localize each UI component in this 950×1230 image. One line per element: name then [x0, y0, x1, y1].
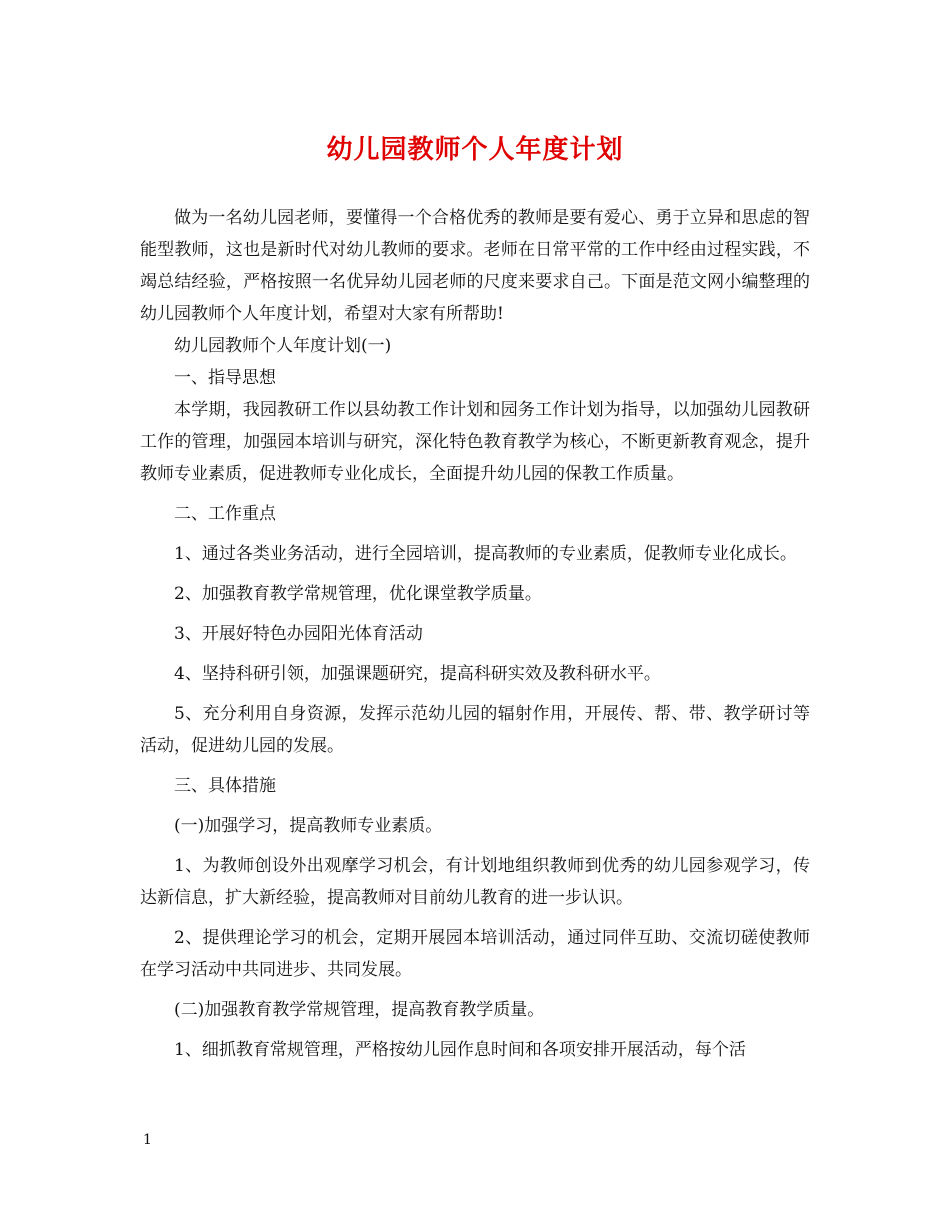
list-item-routine-1: 1、细抓教育常规管理，严格按幼儿园作息时间和各项安排开展活动，每个活 [174, 1040, 746, 1060]
paragraph-intro: 做为一名幼儿园老师，要懂得一个合格优秀的教师是要有爱心、勇于立异和思虑的智能型教师，这也是新时代对幼儿教师的要求。老师在日常平常的工作中经由过程实践，不竭总结经验，严格按照一名优异幼儿园老师的尺度来要求自己。下面是范文网小编整理的幼儿园教师个人年度计划，希望对大家有所帮助! [140, 208, 810, 324]
document-body [140, 202, 810, 1066]
document-title: 幼儿园教师个人年度计划 [326, 135, 624, 165]
list-item-focus-4: 4、坚持科研引领，加强课题研究，提高科研实效及教科研水平。 [174, 664, 661, 684]
paragraph-plan-heading: 幼儿园教师个人年度计划(一) [174, 336, 392, 356]
page-number: 1 [143, 1132, 152, 1148]
list-item-measure-1: 1、为教师创设外出观摩学习机会，有计划地组织教师到优秀的幼儿园参观学习，传达新信息，扩大新经验，提高教师对目前幼儿教育的进一步认识。 [140, 856, 810, 908]
list-item-focus-1: 1、通过各类业务活动，进行全园培训，提高教师的专业素质，促教师专业化成长。 [174, 544, 797, 564]
list-item-focus-2: 2、加强教育教学常规管理，优化课堂教学质量。 [174, 584, 542, 604]
subsection-heading-learning: (一)加强学习，提高教师专业素质。 [174, 816, 443, 836]
list-item-focus-5: 5、充分利用自身资源，发挥示范幼儿园的辐射作用，开展传、帮、带、教学研讨等活动，促进幼儿园的发展。 [140, 704, 810, 756]
section-heading-guiding-ideology: 一、指导思想 [174, 368, 276, 388]
section-heading-measures: 三、具体措施 [174, 776, 276, 796]
subsection-heading-routine-management: (二)加强教育教学常规管理，提高教育教学质量。 [174, 1000, 545, 1020]
paragraph-guiding-ideology: 本学期，我园教研工作以县幼教工作计划和园务工作计划为指导，以加强幼儿园教研工作的管理，加强园本培训与研究，深化特色教育教学为核心，不断更新教育观念，提升教师专业素质，促进教师专业化成长，全面提升幼儿园的保教工作质量。 [140, 400, 810, 484]
section-heading-work-focus: 二、工作重点 [174, 504, 276, 524]
list-item-focus-3: 3、开展好特色办园阳光体育活动 [174, 624, 423, 644]
list-item-measure-2: 2、提供理论学习的机会，定期开展园本培训活动，通过同伴互助、交流切磋使教师在学习活动中共同进步、共同发展。 [140, 928, 810, 980]
